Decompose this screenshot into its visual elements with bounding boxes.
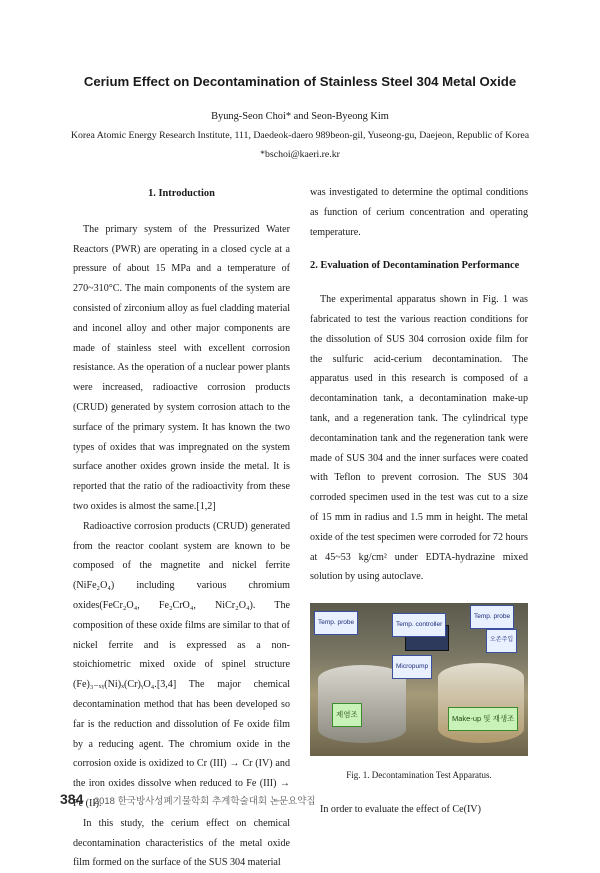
intro-paragraph-1: The primary system of the Pressurized Water Reactors (PWR) are operating in a closed cycle at a pressure of about 15 MPa and a temperature of 270~310°C. The main components of the system are consisted of zirconium alloy as fuel cladding material and inconel alloy and other major components are made of stainless steel with excellent corrosion resistance. As the operation of a nuclear power plants were increased, radioactive corrosion products (CRUD) generated by system corrosion attach to the surface of the primary system. It has known the two types of oxides that was impregnated on the system surface another oxides grown inside the metal. It is reported that the ratio of the radioactivity from these two oxides is almost the same.[1,2] (73, 223, 290, 512)
label-decontamination-tank: 제염조 (332, 703, 362, 727)
label-temp-probe-right: Temp. probe (470, 605, 514, 629)
figure-caption: Fig. 1. Decontamination Test Apparatus. (346, 770, 492, 781)
right-column (310, 183, 528, 820)
intro-paragraph-3-continued: was investigated to determine the optimal conditions as function of cerium concentration and operating temperature. (310, 187, 528, 238)
conference-name: 2018 한국방사성폐기물학회 추계학술대회 논문요약집 (93, 796, 316, 807)
page-number: 384 (60, 791, 84, 807)
intro-paragraph-2: Radioactive corrosion products (CRUD) generated from the reactor coolant system are known to be composed of the magnetite and nickel ferrite (NiFe₂O₄) including various chromium oxides(FeCr₂O₄, Fe₂CrO₄, NiCr₂O₄). The composition of these oxide films are similar to that of nickel ferrite and is expressed as a non-stoichiometric mixed oxide of spinel structure (Fe)₃₋ₓᵧ(Ni)ₓ(Cr)ᵧO₄.[3,4] The major chemical decontamination method that has been developed so far is the reduction and dissolution of Fe oxide film by a reducing agent. The chromium oxide in the corrosion oxide is oxidized to Cr (III) → Cr (IV) and the iron oxides dissolve when reduced to Fe (III) → Fe (II). (73, 520, 290, 809)
label-temp-controller: Temp. controller (392, 613, 446, 637)
label-ozone-injection: 오존주입 (486, 629, 517, 653)
label-makeup-regeneration-tank: Make-up 및 재생조 (448, 707, 518, 731)
intro-paragraph-3: In this study, the cerium effect on chemical decontamination characteristics of the metal oxide film formed on the surface of the SUS 304 material (73, 817, 290, 869)
evaluation-paragraph-2: In order to evaluate the effect of Ce(IV) (320, 803, 481, 815)
section-heading-evaluation: 2. Evaluation of Decontamination Performance (310, 260, 520, 272)
label-temp-probe-left: Temp. probe (314, 611, 358, 635)
paper-title: Cerium Effect on Decontamination of Stainless Steel 304 Metal Oxide (83, 74, 517, 89)
authors: Byung-Seon Choi* and Seon-Byeong Kim (211, 111, 389, 122)
left-column (73, 184, 290, 873)
apparatus-photo (310, 603, 528, 756)
section-heading-introduction: 1. Introduction (148, 188, 215, 199)
page-footer (60, 791, 316, 809)
affiliation: Korea Atomic Energy Research Institute, 111, Daedeok-daero 989beon-gil, Yuseong-gu, Daejeon, Republic of Korea (70, 130, 530, 141)
label-micropump: Micropump (392, 655, 432, 679)
evaluation-paragraph-1: The experimental apparatus shown in Fig. 1 was fabricated to test the various reaction conditions for the dissolution of SUS 304 corrosion oxide film for the sulfuric acid-cerium decontamination. The apparatus used in this research is composed of a decontamination tank, a decontamination make-up tank, and a regeneration tank. The cylindrical type decontamination tank and the regeneration tank were made of SUS 304 and the inner surfaces were coated with Teflon to prevent corrosion. The SUS 304 corroded specimen used in the test was cut to a size of 15 mm in radius and 1.5 mm in height. The metal oxide of the test specimen were corroded for 72 hours at 45~53 kg/cm² under EDTA-hydrazine mixed solution by using autoclave. (310, 294, 528, 583)
makeup-tank (438, 663, 524, 743)
email: *bschoi@kaeri.re.kr (260, 149, 340, 160)
